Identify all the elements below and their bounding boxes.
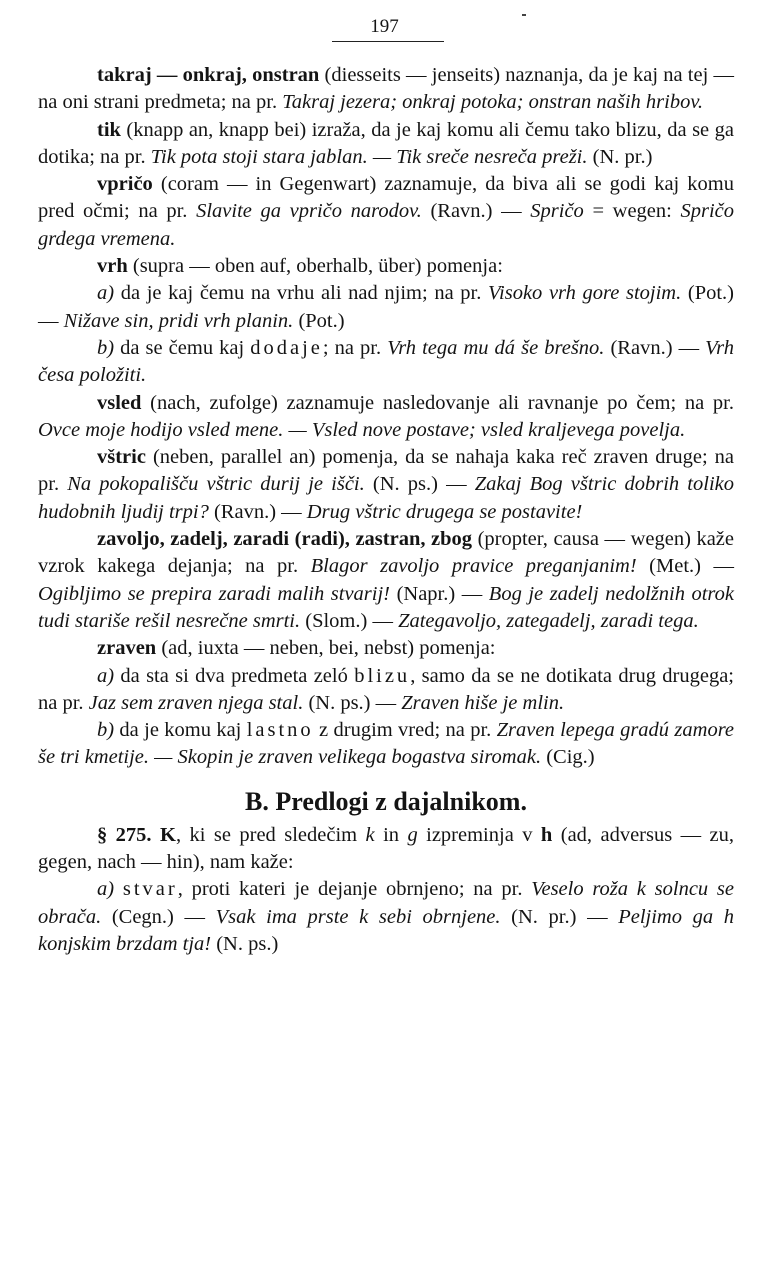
body-text: (knapp an, knapp bei) izraža, da je kaj komu ali čemu tako blizu, da se ga dotika; na pr.	[38, 118, 734, 168]
print-speck	[522, 14, 526, 16]
page-body	[38, 62, 734, 958]
example-text: Nižave sin, pridi vrh planin.	[63, 309, 294, 332]
section-number: § 275.	[97, 823, 152, 846]
body-text: da je kaj čemu na vrhu ali nad njim; na pr.	[114, 282, 489, 305]
entry-vrh	[38, 253, 734, 280]
body-text: (Cig.)	[541, 746, 595, 769]
section-heading: B. Predlogi z dajalnikom.	[245, 786, 527, 816]
body-text: (ad, iuxta — neben, bei, nebst) pomenja:	[156, 637, 496, 660]
headword: zavoljo, zadelj, zaradi (radi), zastran, zbog	[97, 528, 473, 551]
body-text: , proti kateri je dejanje obrnjeno; na pr.	[177, 878, 532, 901]
body-text: (Cegn.) —	[101, 905, 216, 928]
headword: zraven	[97, 637, 157, 660]
emphasis-text: dodaje	[250, 336, 323, 359]
paragraph-275	[38, 822, 734, 877]
body-text: (Pot.) —	[38, 282, 734, 332]
example-text: Jaz sem zraven njega stal.	[88, 691, 304, 714]
body-text: (N. ps.)	[211, 932, 279, 955]
example-text: Zakaj Bog vštric dobrih toliko hudobnih ljudij trpi?	[38, 473, 734, 523]
headword: vštric	[97, 446, 146, 469]
example-text: Visoko vrh gore stojim.	[488, 282, 682, 305]
entry-zraven-a	[38, 663, 734, 718]
body-text: (N. ps.) —	[364, 473, 475, 496]
example-text: b)	[97, 719, 115, 742]
example-text: Tik pota stoji stara jablan. — Tik sreče nesreča preži.	[150, 145, 588, 168]
body-text: (Napr.) —	[390, 582, 489, 605]
example-text: Ogibljimo se prepira zaradi malih stvarij!	[38, 582, 391, 605]
entry-vrh-a	[38, 280, 734, 335]
example-text: Spričo	[530, 200, 584, 223]
entry-zavoljo	[38, 526, 734, 635]
body-text: (ad, adversus — zu, gegen, nach — hin), nam kaže:	[38, 823, 735, 874]
example-text: b)	[97, 336, 115, 359]
body-text: in	[374, 823, 408, 846]
body-text: izpreminja v	[417, 823, 541, 846]
body-text: da je komu kaj	[114, 719, 247, 742]
body-text: da sta si dva predmeta zeló	[114, 664, 355, 687]
example-text: Vsak ima prste k sebi obrnjene.	[215, 905, 501, 928]
example-text: Vrh tega mu dá še brešno.	[387, 336, 605, 359]
entry-takraj	[38, 62, 734, 117]
body-text: , ki se pred sledečim	[175, 823, 366, 846]
example-text: Takraj jezera; onkraj potoka; onstran naših hribov.	[282, 91, 704, 114]
body-text	[114, 878, 123, 900]
emphasis-text: stvar	[122, 878, 178, 901]
emphasis-text: blizu	[354, 664, 411, 687]
example-text: k	[365, 823, 375, 846]
entry-vsled	[38, 390, 734, 445]
body-text: (N. pr.) —	[500, 905, 619, 928]
headword: h	[540, 823, 553, 846]
example-text: Na pokopališču vštric durij je išči.	[67, 473, 365, 496]
body-text: (Ravn.) —	[421, 200, 531, 223]
headword: tik	[97, 118, 121, 141]
headword: takraj — onkraj, onstran	[97, 64, 320, 86]
entry-vrh-b	[38, 335, 734, 390]
body-text: (Ravn.) —	[208, 500, 307, 523]
body-text: (propter, causa — wegen) kaže vzrok kakega dejanja; na pr.	[38, 528, 734, 578]
example-text: Slavite ga vpričo narodov.	[196, 200, 422, 223]
body-text: (N. pr.)	[587, 145, 653, 168]
headword: vrh	[97, 255, 128, 278]
entry-tik	[38, 117, 734, 172]
example-text: Drug vštric drugega se postavite!	[306, 500, 583, 523]
example-text: g	[407, 823, 418, 846]
example-text: Bog je zadelj nedolžnih otrok tudi stariše rešil nesrečne smrti.	[38, 582, 734, 632]
body-text: ; na pr.	[322, 336, 388, 359]
body-text: (Ravn.) —	[604, 336, 706, 359]
body-text: (neben, parallel an) pomenja, da se nahaja kaka reč zraven druge; na pr.	[38, 446, 734, 496]
example-text: Zraven lepega gradú zamore še tri kmetije. — Skopin je zraven velikega bogastva siromak.	[38, 719, 735, 769]
example-text: Blagor zavoljo pravice preganjanim!	[310, 555, 637, 578]
example-text: Peljimo ga h konjskim brzdam tja!	[38, 905, 734, 955]
body-text: (diesseits — jenseits) naznanja, da je kaj na tej — na oni strani predmeta; na pr.	[38, 64, 735, 114]
body-text: (coram — in Gegenwart) zaznamuje, da biva ali se godi kaj komu pred očmi; na pr.	[38, 173, 734, 223]
headword: K	[160, 823, 176, 846]
body-text: (nach, zufolge) zaznamuje nasledovanje ali ravnanje po čem; na pr.	[141, 391, 734, 414]
entry-vstric	[38, 444, 734, 526]
example-text: Spričo grdega vremena.	[38, 200, 735, 250]
body-text: (Slom.) —	[300, 609, 399, 632]
entry-vpricho	[38, 171, 734, 253]
example-text: Veselo roža k solncu se obrača.	[38, 878, 735, 928]
emphasis-text: lastno	[246, 719, 314, 742]
example-text: Zraven hiše je mlin.	[401, 691, 565, 714]
example-text: Vrh česa položiti.	[38, 336, 734, 387]
example-text: a)	[97, 282, 115, 305]
body-text: (Pot.)	[293, 309, 345, 332]
body-text: = wegen:	[583, 200, 681, 223]
header-rule	[332, 41, 444, 42]
body-text: da se čemu kaj	[114, 336, 251, 359]
page-number: 197	[370, 16, 399, 37]
body-text: (N. ps.) —	[303, 691, 402, 714]
headword: vsled	[97, 391, 142, 414]
body-text	[152, 824, 160, 846]
example-text: Zategavoljo, zategadelj, zaradi tega.	[398, 609, 699, 632]
headword: vpričo	[97, 173, 153, 196]
body-text: (supra — oben auf, oberhalb, über) pomenja:	[127, 255, 503, 278]
paragraph-275-a	[38, 876, 734, 958]
entry-zraven-b	[38, 717, 734, 772]
example-text: a)	[97, 878, 115, 901]
body-text: , samo da se ne dotikata drug drugega; na pr.	[38, 664, 734, 714]
example-text: a)	[97, 664, 115, 687]
body-text: (Met.) —	[636, 555, 734, 578]
example-text: Ovce moje hodijo vsled mene. — Vsled nove postave; vsled kraljevega povelja.	[38, 418, 686, 441]
body-text: z drugim vred; na pr.	[313, 719, 497, 742]
entry-zraven	[38, 635, 734, 662]
